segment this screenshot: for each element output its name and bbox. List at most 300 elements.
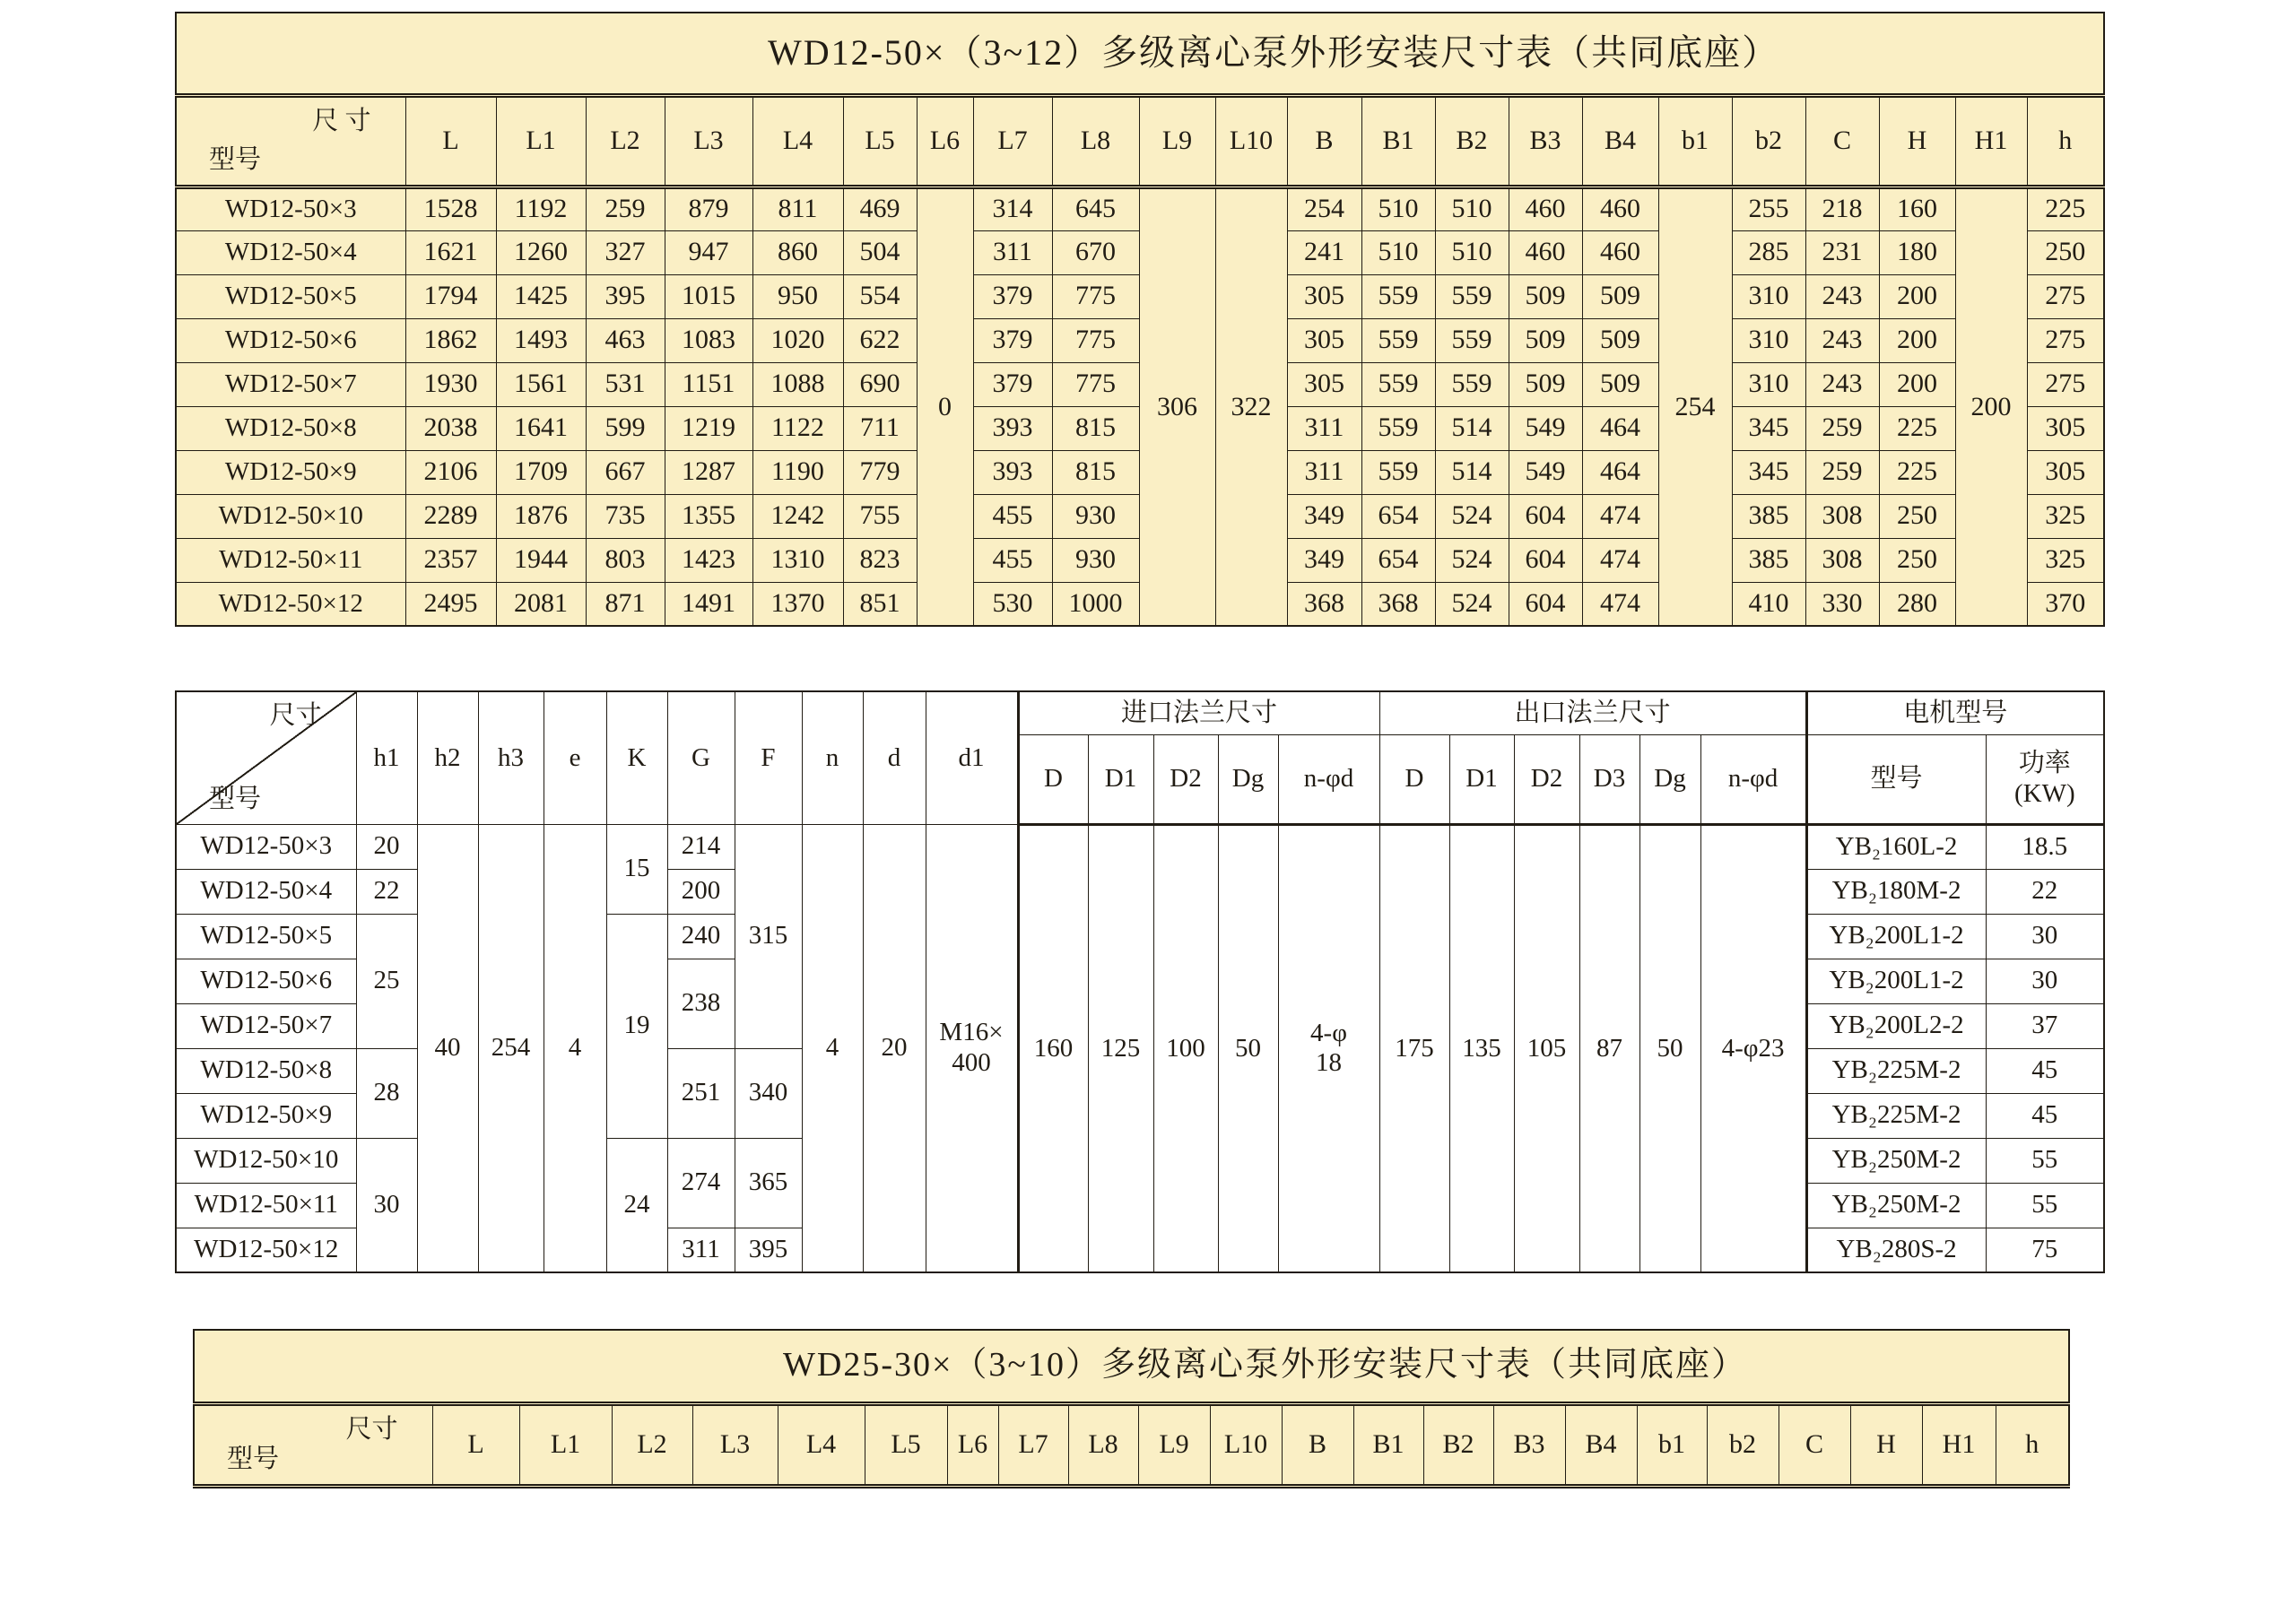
data-cell: 779 <box>843 450 917 494</box>
data-cell: 259 <box>1805 450 1879 494</box>
data-cell: 559 <box>1435 362 1509 406</box>
table-row <box>176 187 2104 230</box>
data-cell: 225 <box>2027 187 2104 230</box>
data-cell: 509 <box>1509 274 1582 318</box>
data-cell: 930 <box>1052 494 1139 538</box>
data-cell: 311 <box>1287 450 1361 494</box>
data-cell: 947 <box>665 230 752 274</box>
data-cell: 22 <box>356 869 417 914</box>
header-cell: L7 <box>998 1403 1068 1486</box>
header-cell: D3 <box>1579 734 1639 824</box>
header-cell: L5 <box>865 1403 947 1486</box>
data-cell: 604 <box>1509 494 1582 538</box>
data-cell: 225 <box>1879 406 1955 450</box>
data-cell: 315 <box>735 824 802 1048</box>
data-cell: 1122 <box>752 406 843 450</box>
data-cell: 1151 <box>665 362 752 406</box>
data-cell: 463 <box>586 318 665 362</box>
data-cell: 554 <box>843 274 917 318</box>
data-cell: 524 <box>1435 538 1509 582</box>
data-cell: 325 <box>2027 494 2104 538</box>
data-cell: 135 <box>1449 824 1514 1272</box>
data-cell: 275 <box>2027 274 2104 318</box>
header-cell: L1 <box>496 95 586 187</box>
header-cell: h <box>2027 95 2104 187</box>
wd25-30-outline-dimensions-table-title: WD25-30×（3~10）多级离心泵外形安装尺寸表（共同底座） <box>194 1330 2069 1403</box>
data-cell: 851 <box>843 582 917 626</box>
data-cell: 0 <box>917 187 973 626</box>
data-cell: 1242 <box>752 494 843 538</box>
data-cell: 509 <box>1582 362 1658 406</box>
model-cell: WD12-50×4 <box>176 869 356 914</box>
data-cell: YB₂200L1-2 <box>1806 914 1986 959</box>
data-cell: 325 <box>2027 538 2104 582</box>
header-cell: Dg <box>1639 734 1700 824</box>
data-cell: 200 <box>667 869 735 914</box>
data-cell: 305 <box>1287 274 1361 318</box>
header-cell: L9 <box>1139 95 1215 187</box>
data-cell: 4-φ23 <box>1700 824 1806 1272</box>
data-cell: 280 <box>1879 582 1955 626</box>
data-cell: 200 <box>1879 274 1955 318</box>
data-cell: 214 <box>667 824 735 869</box>
data-cell: 379 <box>973 318 1052 362</box>
data-cell: 1621 <box>405 230 496 274</box>
header-cell: L6 <box>947 1403 998 1486</box>
data-cell: 368 <box>1287 582 1361 626</box>
header-cell: B <box>1282 1403 1353 1486</box>
header-cell: n <box>802 691 863 824</box>
header-cell: H1 <box>1922 1403 1996 1486</box>
data-cell: 330 <box>1805 582 1879 626</box>
data-cell: 559 <box>1435 318 1509 362</box>
model-cell: WD12-50×11 <box>176 1183 356 1228</box>
data-cell: 275 <box>2027 318 2104 362</box>
corner-cell: 尺寸 型号 <box>176 691 356 824</box>
model-cell: WD12-50×5 <box>176 914 356 959</box>
data-cell: 775 <box>1052 362 1139 406</box>
data-cell: 549 <box>1509 406 1582 450</box>
pump-table-wd25-30-dimensions <box>193 1329 2070 1488</box>
model-cell: WD12-50×8 <box>176 1048 356 1093</box>
header-cell: n-φd <box>1278 734 1379 824</box>
data-cell: 950 <box>752 274 843 318</box>
data-cell: 803 <box>586 538 665 582</box>
data-cell: 254 <box>1658 187 1732 626</box>
header-cell: B4 <box>1582 95 1658 187</box>
data-cell: 755 <box>843 494 917 538</box>
data-cell: 1641 <box>496 406 586 450</box>
data-cell: 1493 <box>496 318 586 362</box>
data-cell: 180 <box>1879 230 1955 274</box>
header-cell: L2 <box>612 1403 692 1486</box>
data-cell: 15 <box>606 824 667 914</box>
data-cell: 310 <box>1732 318 1805 362</box>
data-cell: 514 <box>1435 450 1509 494</box>
data-cell: 735 <box>586 494 665 538</box>
table-row <box>176 824 2104 869</box>
data-cell: 1020 <box>752 318 843 362</box>
data-cell: 25 <box>356 914 417 1048</box>
data-cell: 365 <box>735 1138 802 1228</box>
data-cell: 1088 <box>752 362 843 406</box>
data-cell: 241 <box>1287 230 1361 274</box>
data-cell: 811 <box>752 187 843 230</box>
data-cell: 308 <box>1805 494 1879 538</box>
data-cell: 860 <box>752 230 843 274</box>
header-cell: L10 <box>1210 1403 1282 1486</box>
corner-cell: 尺寸 型号 <box>194 1403 432 1486</box>
data-cell: 871 <box>586 582 665 626</box>
data-cell: 469 <box>843 187 917 230</box>
data-cell: 379 <box>973 274 1052 318</box>
data-cell: 460 <box>1582 187 1658 230</box>
header-cell: C <box>1805 95 1879 187</box>
wd12-50-outline-dimensions-table-title: WD12-50×（3~12）多级离心泵外形安装尺寸表（共同底座） <box>176 13 2104 95</box>
data-cell: 879 <box>665 187 752 230</box>
model-cell: WD12-50×7 <box>176 362 405 406</box>
data-cell: 37 <box>1986 1003 2104 1048</box>
data-cell: 311 <box>667 1228 735 1272</box>
data-cell: 175 <box>1379 824 1449 1272</box>
data-cell: 1000 <box>1052 582 1139 626</box>
header-cell: L7 <box>973 95 1052 187</box>
data-cell: 2106 <box>405 450 496 494</box>
data-cell: 379 <box>973 362 1052 406</box>
data-cell: 815 <box>1052 450 1139 494</box>
data-cell: 160 <box>1018 824 1088 1272</box>
header-cell: h1 <box>356 691 417 824</box>
data-cell: 711 <box>843 406 917 450</box>
data-cell: 55 <box>1986 1138 2104 1183</box>
data-cell: 455 <box>973 494 1052 538</box>
data-cell: 559 <box>1361 274 1435 318</box>
data-cell: YB₂280S-2 <box>1806 1228 1986 1272</box>
pump-table-wd12-50-dimensions <box>175 12 2105 627</box>
data-cell: 1423 <box>665 538 752 582</box>
data-cell: 30 <box>1986 914 2104 959</box>
header-cell: D <box>1379 734 1449 824</box>
data-cell: 251 <box>667 1048 735 1138</box>
model-cell: WD12-50×3 <box>176 187 405 230</box>
data-cell: 218 <box>1805 187 1879 230</box>
data-cell: 1015 <box>665 274 752 318</box>
data-cell: 464 <box>1582 450 1658 494</box>
header-cell: L9 <box>1138 1403 1210 1486</box>
header-cell: H1 <box>1955 95 2027 187</box>
header-cell: e <box>544 691 606 824</box>
data-cell: 243 <box>1805 318 1879 362</box>
data-cell: 1862 <box>405 318 496 362</box>
data-cell: 105 <box>1514 824 1579 1272</box>
data-cell: 604 <box>1509 582 1582 626</box>
data-cell: 559 <box>1361 318 1435 362</box>
data-cell: 1310 <box>752 538 843 582</box>
data-cell: 305 <box>1287 362 1361 406</box>
data-cell: 1944 <box>496 538 586 582</box>
data-cell: 125 <box>1088 824 1153 1272</box>
data-cell: 393 <box>973 406 1052 450</box>
data-cell: 310 <box>1732 362 1805 406</box>
data-cell: 231 <box>1805 230 1879 274</box>
data-cell: 474 <box>1582 494 1658 538</box>
data-cell: 274 <box>667 1138 735 1228</box>
data-cell: 50 <box>1639 824 1700 1272</box>
header-cell: D <box>1018 734 1088 824</box>
data-cell: 45 <box>1986 1048 2104 1093</box>
header-cell: L <box>405 95 496 187</box>
data-cell: YB₂200L2-2 <box>1806 1003 1986 1048</box>
data-cell: 340 <box>735 1048 802 1138</box>
header-cell: L3 <box>692 1403 778 1486</box>
data-cell: 1794 <box>405 274 496 318</box>
header-cell: h <box>1996 1403 2069 1486</box>
header-cell: B2 <box>1423 1403 1493 1486</box>
header-cell: L1 <box>519 1403 612 1486</box>
header-cell: Dg <box>1218 734 1278 824</box>
data-cell: 385 <box>1732 494 1805 538</box>
data-cell: 395 <box>735 1228 802 1272</box>
data-cell: 559 <box>1361 450 1435 494</box>
data-cell: 24 <box>606 1138 667 1272</box>
data-cell: 254 <box>478 824 544 1272</box>
model-cell: WD12-50×11 <box>176 538 405 582</box>
data-cell: 510 <box>1361 230 1435 274</box>
data-cell: 50 <box>1218 824 1278 1272</box>
data-cell: 510 <box>1435 230 1509 274</box>
header-cell: B4 <box>1565 1403 1637 1486</box>
model-cell: WD12-50×9 <box>176 1093 356 1138</box>
data-cell: 314 <box>973 187 1052 230</box>
header-cell: D1 <box>1449 734 1514 824</box>
data-cell: 160 <box>1879 187 1955 230</box>
data-cell: 1425 <box>496 274 586 318</box>
data-cell: 1491 <box>665 582 752 626</box>
data-cell: 4 <box>544 824 606 1272</box>
data-cell: 645 <box>1052 187 1139 230</box>
data-cell: 200 <box>1879 318 1955 362</box>
data-cell: 549 <box>1509 450 1582 494</box>
header-cell: b1 <box>1658 95 1732 187</box>
data-cell: 667 <box>586 450 665 494</box>
data-cell: 559 <box>1361 406 1435 450</box>
data-cell: YB₂180M-2 <box>1806 869 1986 914</box>
data-cell: 45 <box>1986 1093 2104 1138</box>
header-cell: L8 <box>1052 95 1139 187</box>
data-cell: 559 <box>1361 362 1435 406</box>
data-cell: 311 <box>1287 406 1361 450</box>
data-cell: 55 <box>1986 1183 2104 1228</box>
data-cell: 2038 <box>405 406 496 450</box>
data-cell: 531 <box>586 362 665 406</box>
model-cell: WD12-50×7 <box>176 1003 356 1048</box>
model-cell: WD12-50×4 <box>176 230 405 274</box>
data-cell: 690 <box>843 362 917 406</box>
header-cell: b2 <box>1732 95 1805 187</box>
header-cell: L2 <box>586 95 665 187</box>
data-cell: 305 <box>2027 450 2104 494</box>
header-cell: L5 <box>843 95 917 187</box>
model-cell: WD12-50×10 <box>176 494 405 538</box>
header-cell: L6 <box>917 95 973 187</box>
data-cell: 40 <box>417 824 478 1272</box>
data-cell: 509 <box>1582 318 1658 362</box>
data-cell: 225 <box>1879 450 1955 494</box>
data-cell: 368 <box>1361 582 1435 626</box>
data-cell: 308 <box>1805 538 1879 582</box>
data-cell: 524 <box>1435 582 1509 626</box>
data-cell: 775 <box>1052 318 1139 362</box>
header-cell: d <box>863 691 926 824</box>
data-cell: 1930 <box>405 362 496 406</box>
header-cell: 电机型号 <box>1806 691 2104 734</box>
header-cell: b1 <box>1637 1403 1707 1486</box>
header-cell: L4 <box>778 1403 865 1486</box>
data-cell: 530 <box>973 582 1052 626</box>
data-cell: 1709 <box>496 450 586 494</box>
model-cell: WD12-50×9 <box>176 450 405 494</box>
header-cell: d1 <box>926 691 1018 824</box>
data-cell: 670 <box>1052 230 1139 274</box>
model-cell: WD12-50×12 <box>176 582 405 626</box>
data-cell: 100 <box>1153 824 1218 1272</box>
header-cell: B1 <box>1353 1403 1423 1486</box>
data-cell: 200 <box>1955 187 2027 626</box>
data-cell: 385 <box>1732 538 1805 582</box>
model-cell: WD12-50×6 <box>176 318 405 362</box>
data-cell: 275 <box>2027 362 2104 406</box>
data-cell: 310 <box>1732 274 1805 318</box>
header-cell: D2 <box>1153 734 1218 824</box>
header-cell: h3 <box>478 691 544 824</box>
data-cell: 255 <box>1732 187 1805 230</box>
data-cell: 18.5 <box>1986 824 2104 869</box>
data-cell: 1287 <box>665 450 752 494</box>
data-cell: 20 <box>356 824 417 869</box>
model-cell: WD12-50×3 <box>176 824 356 869</box>
data-cell: YB₂160L-2 <box>1806 824 1986 869</box>
data-cell: YB₂250M-2 <box>1806 1183 1986 1228</box>
data-cell: 510 <box>1361 187 1435 230</box>
header-cell: D2 <box>1514 734 1579 824</box>
header-cell: B2 <box>1435 95 1509 187</box>
data-cell: YB₂225M-2 <box>1806 1093 1986 1138</box>
data-cell: 305 <box>2027 406 2104 450</box>
data-cell: 1190 <box>752 450 843 494</box>
header-cell: 出口法兰尺寸 <box>1379 691 1806 734</box>
data-cell: 474 <box>1582 582 1658 626</box>
data-cell: 460 <box>1582 230 1658 274</box>
header-cell: B3 <box>1509 95 1582 187</box>
corner-cell: 尺 寸 型号 <box>176 95 405 187</box>
data-cell: 509 <box>1582 274 1658 318</box>
data-cell: 524 <box>1435 494 1509 538</box>
model-cell: WD12-50×8 <box>176 406 405 450</box>
data-cell: 259 <box>586 187 665 230</box>
data-cell: 349 <box>1287 494 1361 538</box>
data-cell: 2495 <box>405 582 496 626</box>
data-cell: 410 <box>1732 582 1805 626</box>
data-cell: 28 <box>356 1048 417 1138</box>
header-cell: B <box>1287 95 1361 187</box>
header-cell: K <box>606 691 667 824</box>
data-cell: 460 <box>1509 187 1582 230</box>
data-cell: 393 <box>973 450 1052 494</box>
data-cell: 1260 <box>496 230 586 274</box>
data-cell: 1528 <box>405 187 496 230</box>
data-cell: 243 <box>1805 274 1879 318</box>
header-cell: L8 <box>1068 1403 1138 1486</box>
header-cell: 型号 <box>1806 734 1986 824</box>
header-cell: L <box>432 1403 519 1486</box>
data-cell: M16× 400 <box>926 824 1018 1272</box>
data-cell: YB₂225M-2 <box>1806 1048 1986 1093</box>
data-cell: 327 <box>586 230 665 274</box>
header-cell: D1 <box>1088 734 1153 824</box>
header-cell: b2 <box>1707 1403 1779 1486</box>
model-cell: WD12-50×5 <box>176 274 405 318</box>
data-cell: 823 <box>843 538 917 582</box>
data-cell: 509 <box>1509 362 1582 406</box>
data-cell: 2289 <box>405 494 496 538</box>
data-cell: 243 <box>1805 362 1879 406</box>
data-cell: YB₂250M-2 <box>1806 1138 1986 1183</box>
data-cell: 254 <box>1287 187 1361 230</box>
header-cell: C <box>1779 1403 1850 1486</box>
model-cell: WD12-50×12 <box>176 1228 356 1272</box>
data-cell: 250 <box>2027 230 2104 274</box>
header-cell: h2 <box>417 691 478 824</box>
data-cell: 460 <box>1509 230 1582 274</box>
data-cell: 395 <box>586 274 665 318</box>
data-cell: 250 <box>1879 538 1955 582</box>
header-cell: n-φd <box>1700 734 1806 824</box>
data-cell: 305 <box>1287 318 1361 362</box>
data-cell: 259 <box>1805 406 1879 450</box>
header-cell: L10 <box>1215 95 1287 187</box>
data-cell: 345 <box>1732 406 1805 450</box>
data-cell: 1083 <box>665 318 752 362</box>
data-cell: 559 <box>1435 274 1509 318</box>
data-cell: 599 <box>586 406 665 450</box>
data-cell: 240 <box>667 914 735 959</box>
data-cell: 306 <box>1139 187 1215 626</box>
data-cell: 238 <box>667 959 735 1048</box>
data-cell: 20 <box>863 824 926 1272</box>
header-cell: 功率 (KW) <box>1986 734 2104 824</box>
header-cell: F <box>735 691 802 824</box>
data-cell: 815 <box>1052 406 1139 450</box>
data-cell: 200 <box>1879 362 1955 406</box>
data-cell: 1561 <box>496 362 586 406</box>
data-cell: 464 <box>1582 406 1658 450</box>
data-cell: 654 <box>1361 538 1435 582</box>
header-cell: B1 <box>1361 95 1435 187</box>
header-cell: L4 <box>752 95 843 187</box>
data-cell: 30 <box>356 1138 417 1272</box>
data-cell: 2081 <box>496 582 586 626</box>
model-cell: WD12-50×6 <box>176 959 356 1003</box>
data-cell: 285 <box>1732 230 1805 274</box>
data-cell: 311 <box>973 230 1052 274</box>
data-cell: 250 <box>1879 494 1955 538</box>
data-cell: 622 <box>843 318 917 362</box>
data-cell: YB₂200L1-2 <box>1806 959 1986 1003</box>
data-cell: 510 <box>1435 187 1509 230</box>
data-cell: 4-φ 18 <box>1278 824 1379 1272</box>
header-cell: G <box>667 691 735 824</box>
header-cell: L3 <box>665 95 752 187</box>
